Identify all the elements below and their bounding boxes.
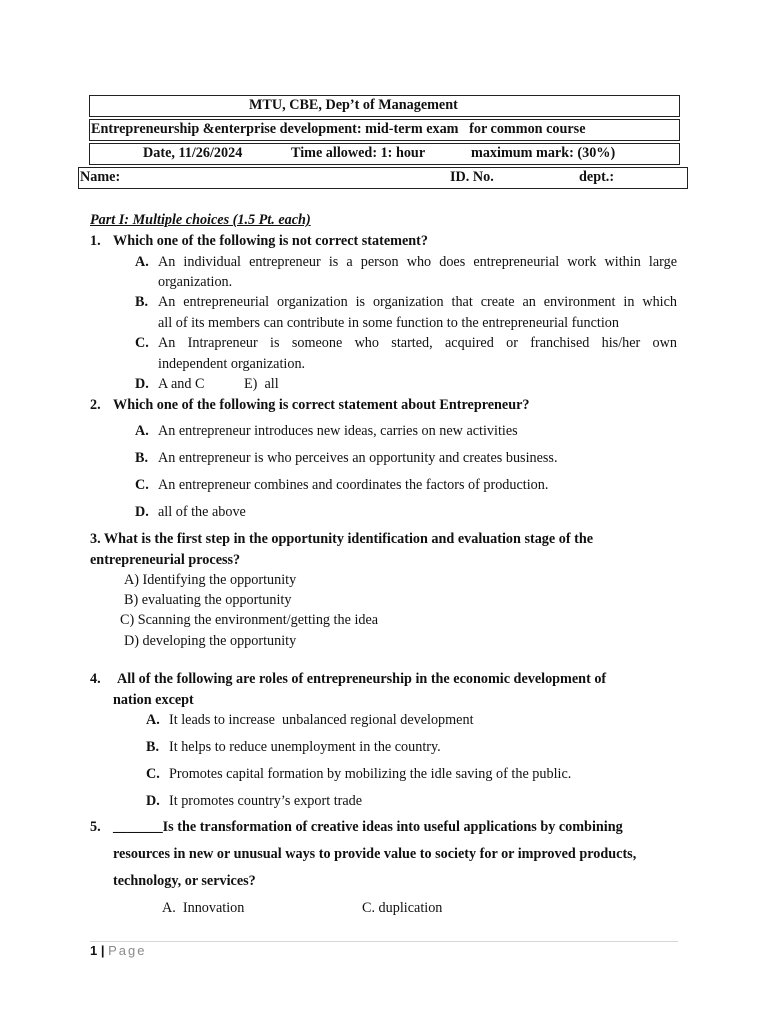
q2-question: Which one of the following is correct statement about Entrepreneur?: [113, 397, 530, 413]
q4-number: 4.: [90, 671, 101, 687]
q1-option-b-letter: B.: [135, 294, 149, 310]
id-label: ID. No.: [450, 169, 494, 185]
q1-option-e-text: E) all: [244, 376, 279, 392]
header-course: Entrepreneurship &enterprise development: mid-term exam for common course: [91, 121, 586, 137]
q2-option-d-letter: D.: [135, 504, 149, 520]
q2-option-a-text: An entrepreneur introduces new ideas, carries on new activities: [158, 423, 518, 439]
q1-option-c-line2: independent organization.: [158, 356, 306, 372]
q1-option-a-line1: An individual entrepreneur is a person who does entrepreneurial work within large: [158, 254, 677, 270]
q2-option-b-letter: B.: [135, 450, 149, 466]
name-label: Name:: [80, 169, 121, 185]
q4-option-d-letter: D.: [146, 793, 160, 809]
q3-option-b: B) evaluating the opportunity: [124, 592, 292, 608]
page-footer: [90, 943, 147, 959]
header-institution-box: [89, 95, 680, 117]
q4-option-a-text: It leads to increase unbalanced regional development: [169, 712, 474, 728]
q3-question-line1: 3. What is the first step in the opportunity identification and evaluation stage of the: [90, 531, 594, 547]
q3-question-line2: entrepreneurial process?: [90, 552, 241, 568]
q2-option-a-letter: A.: [135, 423, 149, 439]
header-time-allowed: Time allowed: 1: hour: [291, 145, 426, 161]
q5-number: 5.: [90, 819, 101, 835]
q2-number: 2.: [90, 397, 101, 413]
part1-heading: Part I: Multiple choices (1.5 Pt. each): [90, 212, 311, 228]
page-number: 1: [90, 943, 98, 958]
q1-option-b-line2: all of its members can contribute in some function to the entrepreneurial function: [158, 315, 619, 331]
q5-question-line3: technology, or services?: [113, 873, 256, 889]
q5-question-line1: [113, 817, 623, 837]
header-date-box: [89, 143, 680, 165]
page-separator: |: [100, 943, 105, 958]
q1-question: Which one of the following is not correct statement?: [113, 233, 428, 249]
q5-blank: _______: [113, 819, 163, 835]
q2-option-c-text: An entrepreneur combines and coordinates the factors of production.: [158, 477, 549, 493]
q1-option-d-text: A and C: [158, 376, 205, 392]
header-max-mark: maximum mark: (30%): [471, 145, 616, 161]
q4-question-line1: All of the following are roles of entrepreneurship in the economic development of: [117, 671, 607, 687]
q4-question-line2: nation except: [113, 692, 194, 708]
q4-option-a-letter: A.: [146, 712, 160, 728]
q1-option-a-letter: A.: [135, 254, 149, 270]
q5-question-text: Is the transformation of creative ideas into useful applications by combining: [162, 819, 623, 835]
dept-label: dept.:: [579, 169, 615, 185]
q3-option-a: A) Identifying the opportunity: [124, 572, 297, 588]
q1-option-c-line1: An Intrapreneur is someone who started, acquired or franchised his/her own: [158, 335, 677, 351]
q1-option-a-line2: organization.: [158, 274, 233, 290]
q2-option-b-text: An entrepreneur is who perceives an opportunity and creates business.: [158, 450, 558, 466]
q4-option-b-text: It helps to reduce unemployment in the country.: [169, 739, 441, 755]
q5-option-a: A. Innovation: [162, 900, 245, 916]
header-date: Date, 11/26/2024: [143, 145, 243, 161]
q5-question-line2: resources in new or unusual ways to provide value to society for or improved products,: [113, 846, 637, 862]
q1-option-c-letter: C.: [135, 335, 149, 351]
header-course-box: [89, 119, 680, 141]
q4-option-c-letter: C.: [146, 766, 160, 782]
q2-option-d-text: all of the above: [158, 504, 246, 520]
page-word: Page: [108, 943, 147, 958]
q1-option-b-line1: An entrepreneurial organization is organization that create an environment in which: [158, 294, 677, 310]
q1-number: 1.: [90, 233, 101, 249]
q3-option-c: C) Scanning the environment/getting the idea: [120, 612, 379, 628]
q3-option-d: D) developing the opportunity: [124, 633, 297, 649]
q4-option-c-text: Promotes capital formation by mobilizing the idle saving of the public.: [169, 766, 572, 782]
header-institution: MTU, CBE, Dep’t of Management: [249, 97, 458, 113]
q4-option-d-text: It promotes country’s export trade: [169, 793, 363, 809]
q5-option-c: C. duplication: [362, 900, 443, 916]
footer-rule: [90, 941, 678, 942]
header-student-box: [78, 167, 688, 189]
q4-option-b-letter: B.: [146, 739, 160, 755]
q1-option-d-letter: D.: [135, 376, 149, 392]
q2-option-c-letter: C.: [135, 477, 149, 493]
